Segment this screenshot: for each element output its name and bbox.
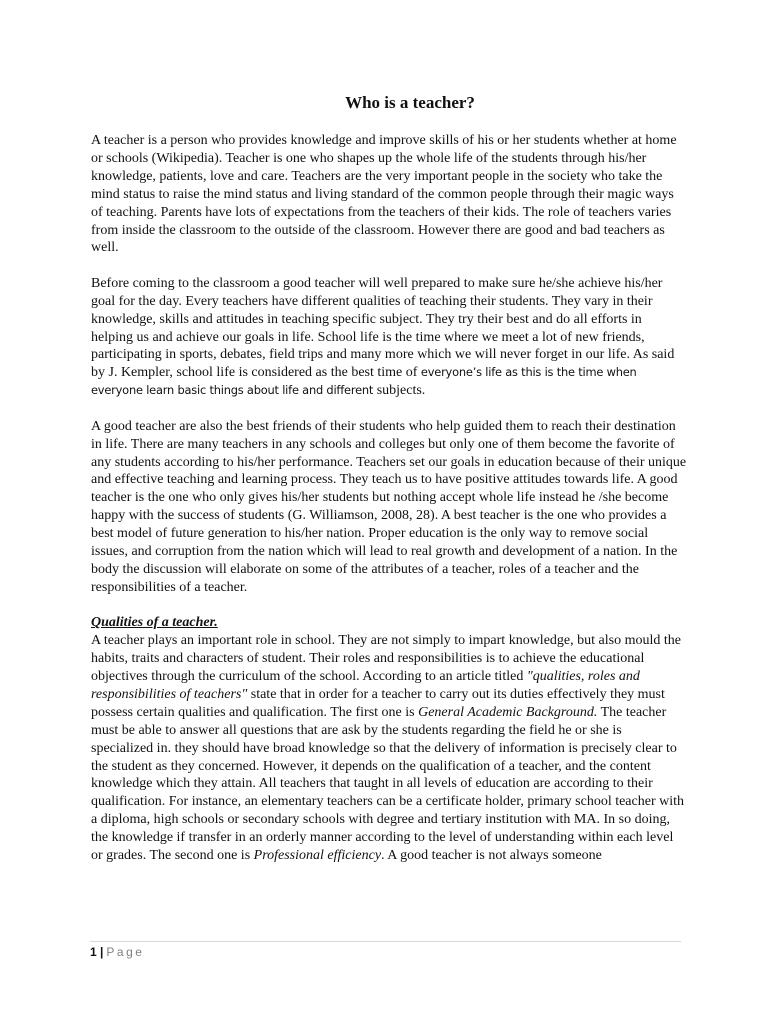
qualities-text-2: state that in order for a teacher to carry out its duties effectively they must possess certain qualities and qualification. The first one is [91,686,665,720]
qualities-text-3: The teacher must be able to answer all questions that are ask by the students regarding the field he or she is specialized in. they should have broad knowledge so that the delivery of information is precisely clear to the student as they concerned. However, it depends on the qualification of a teacher, and the content knowledge which they attain. All teachers that taught in all levels of education are according to their qualification. For instance, an elementary teachers can be a certificate holder, primary school teacher with a diploma, high schools or secondary schools with degree and tertiary institution with MA. In so doing, the knowledge if transfer in an orderly manner according to the level of understanding within each level or grades. The second one is [91,704,685,864]
page-number: 1 [90,945,97,959]
page-title: Who is a teacher? [345,93,475,112]
term-professional-efficiency: Professional efficiency [253,848,382,864]
article-title: "qualities, roles and responsibilities of teachers" [91,668,640,702]
term-general-academic: General Academic Background. [418,704,598,720]
paragraph-qualities [91,632,687,865]
document-body [91,132,687,882]
qualities-text-1: A teacher plays an important role in school. They are not simply to impart knowledge, but also mould the habits, traits and characters of student. Their roles and responsibilities is to achieve the educational objectives through the curriculum of the school. According to an article titled [91,633,681,684]
page-label: Page [106,945,145,959]
paragraph-intro: A teacher is a person who provides knowledge and improve skills of his or her students whether at home or schools (Wikipedia). Teacher is one who shapes up the whole life of the students through his/her knowledge, patients, love and care. Teachers are the very important people in the society who take the mind status to raise the mind status and living standard of the common people through their magic ways of teaching. Parents have lots of expectations from the teachers of their kids. The role of teachers varies from inside the classroom to the outside of the classroom. However there are good and bad teachers as well. [91,133,677,256]
paragraph-classroom [91,275,687,400]
page-footer [90,945,144,959]
paragraph-good-teacher: A good teacher are also the best friends of their students who help guided them to reach their destination in life. There are many teachers in any schools and colleges but only one of them become the favorite of any students according to his/her performance. Teachers set our goals in education because of their unique and effective teaching and learning process. They teach us to have positive attitudes towards life. A good teacher is the one who only gives his/her students but nothing accept whole life instead he /she become happy with the success of students (G. Williamson, 2008, 28). A best teacher is the one who provides a best model of future generation to his/her nation. Proper education is the only way to remove social issues, and corruption from the nation which will lead to real growth and development of a nation. In the body the discussion will elaborate on some of the attributes of a teacher, roles of a teacher and the responsibilities of a teacher. [91,418,687,595]
footer-divider [90,941,681,942]
section-heading: Qualities of a teacher. [91,615,218,631]
paragraph-classroom-quote: everyone’s life as this is the time when everyone learn basic things about life and different [91,365,637,398]
footer-separator: | [100,945,104,959]
qualities-text-4: . A good teacher is not always someone [381,848,602,864]
paragraph-classroom-text: Before coming to the classroom a good teacher will well prepared to make sure he/she achieve his/her goal for the day. Every teachers have different qualities of teaching their students. They vary in their knowledge, skills and attitudes in teaching specific subject. They try their best and do all efforts in helping us and achieve our goals in life. School life is the time where we meet a lot of new friends, participating in sports, debates, field trips and many more which we will never forget in our life. As said by J. Kempler, school life is considered as the best time of [91,275,675,381]
paragraph-classroom-end: subjects. [376,383,426,399]
